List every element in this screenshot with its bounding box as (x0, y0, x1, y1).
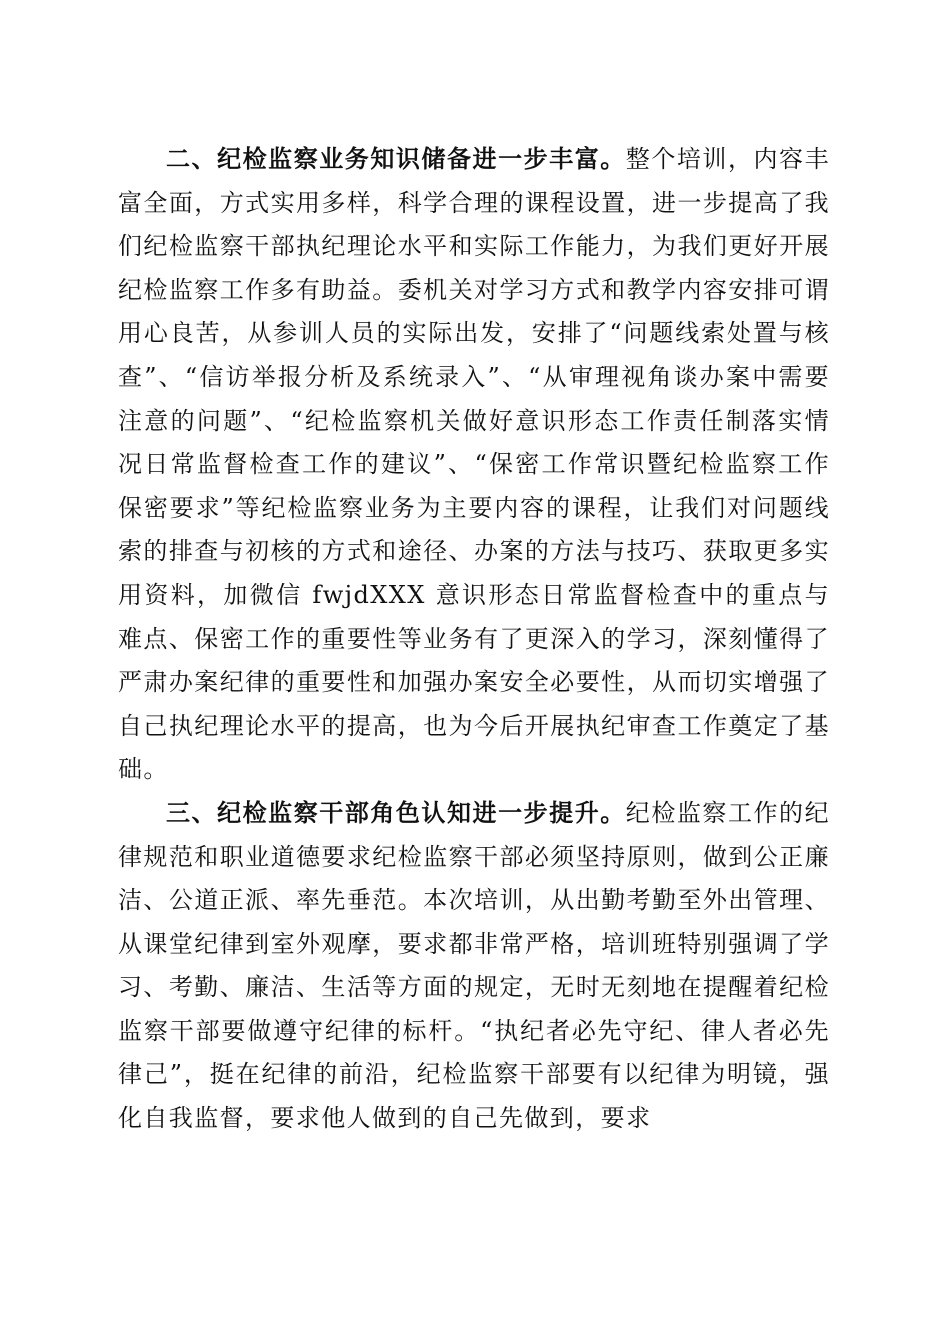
section-three-body: 纪检监察工作的纪律规范和职业道德要求纪检监察干部必须坚持原则，做到公正廉洁、公道正派、率先垂范。本次培训，从出勤考勤至外出管理、从课堂纪律到室外观摩，要求都非常严格，培训班特别强调了学习、考勤、廉洁、生活等方面的规定，无时无刻地在提醒着纪检监察干部要做遵守纪律的标杆。“执纪者必先守纪、律人者必先律己”，挺在纪律的前沿，纪检监察干部要有以纪律为明镜，强化自我监督，要求他人做到的自己先做到，要求 (118, 798, 831, 1133)
document-body (118, 138, 830, 1141)
paragraph-section-three (118, 792, 830, 1141)
section-two-heading: 二、纪检监察业务知识储备进一步丰富。 (166, 145, 626, 173)
paragraph-section-two (118, 138, 830, 792)
section-three-heading: 三、纪检监察干部角色认知进一步提升。 (166, 798, 626, 827)
section-two-body: 整个培训，内容丰富全面，方式实用多样，科学合理的课程设置，进一步提高了我们纪检监察干部执纪理论水平和实际工作能力，为我们更好开展纪检监察工作多有助益。委机关对学习方式和教学内容安排可谓用心良苦，从参训人员的实际出发，安排了“问题线索处置与核查”、“信访举报分析及系统录入”、“从审理视角谈办案中需要注意的问题”、“纪检监察机关做好意识形态工作责任制落实情况日常监督检查工作的建议”、“保密工作常识暨纪检监察工作保密要求”等纪检监察业务为主要内容的课程，让我们对问题线索的排查与初核的方式和途径、办案的方法与技巧、获取更多实用资料，加微信 fwjdXXX 意识形态日常监督检查中的重点与难点、保密工作的重要性等业务有了更深入的学习，深刻懂得了严肃办案纪律的重要性和加强办案安全必要性，从而切实增强了自己执纪理论水平的提高，也为今后开展执纪审查工作奠定了基础。 (118, 145, 831, 784)
